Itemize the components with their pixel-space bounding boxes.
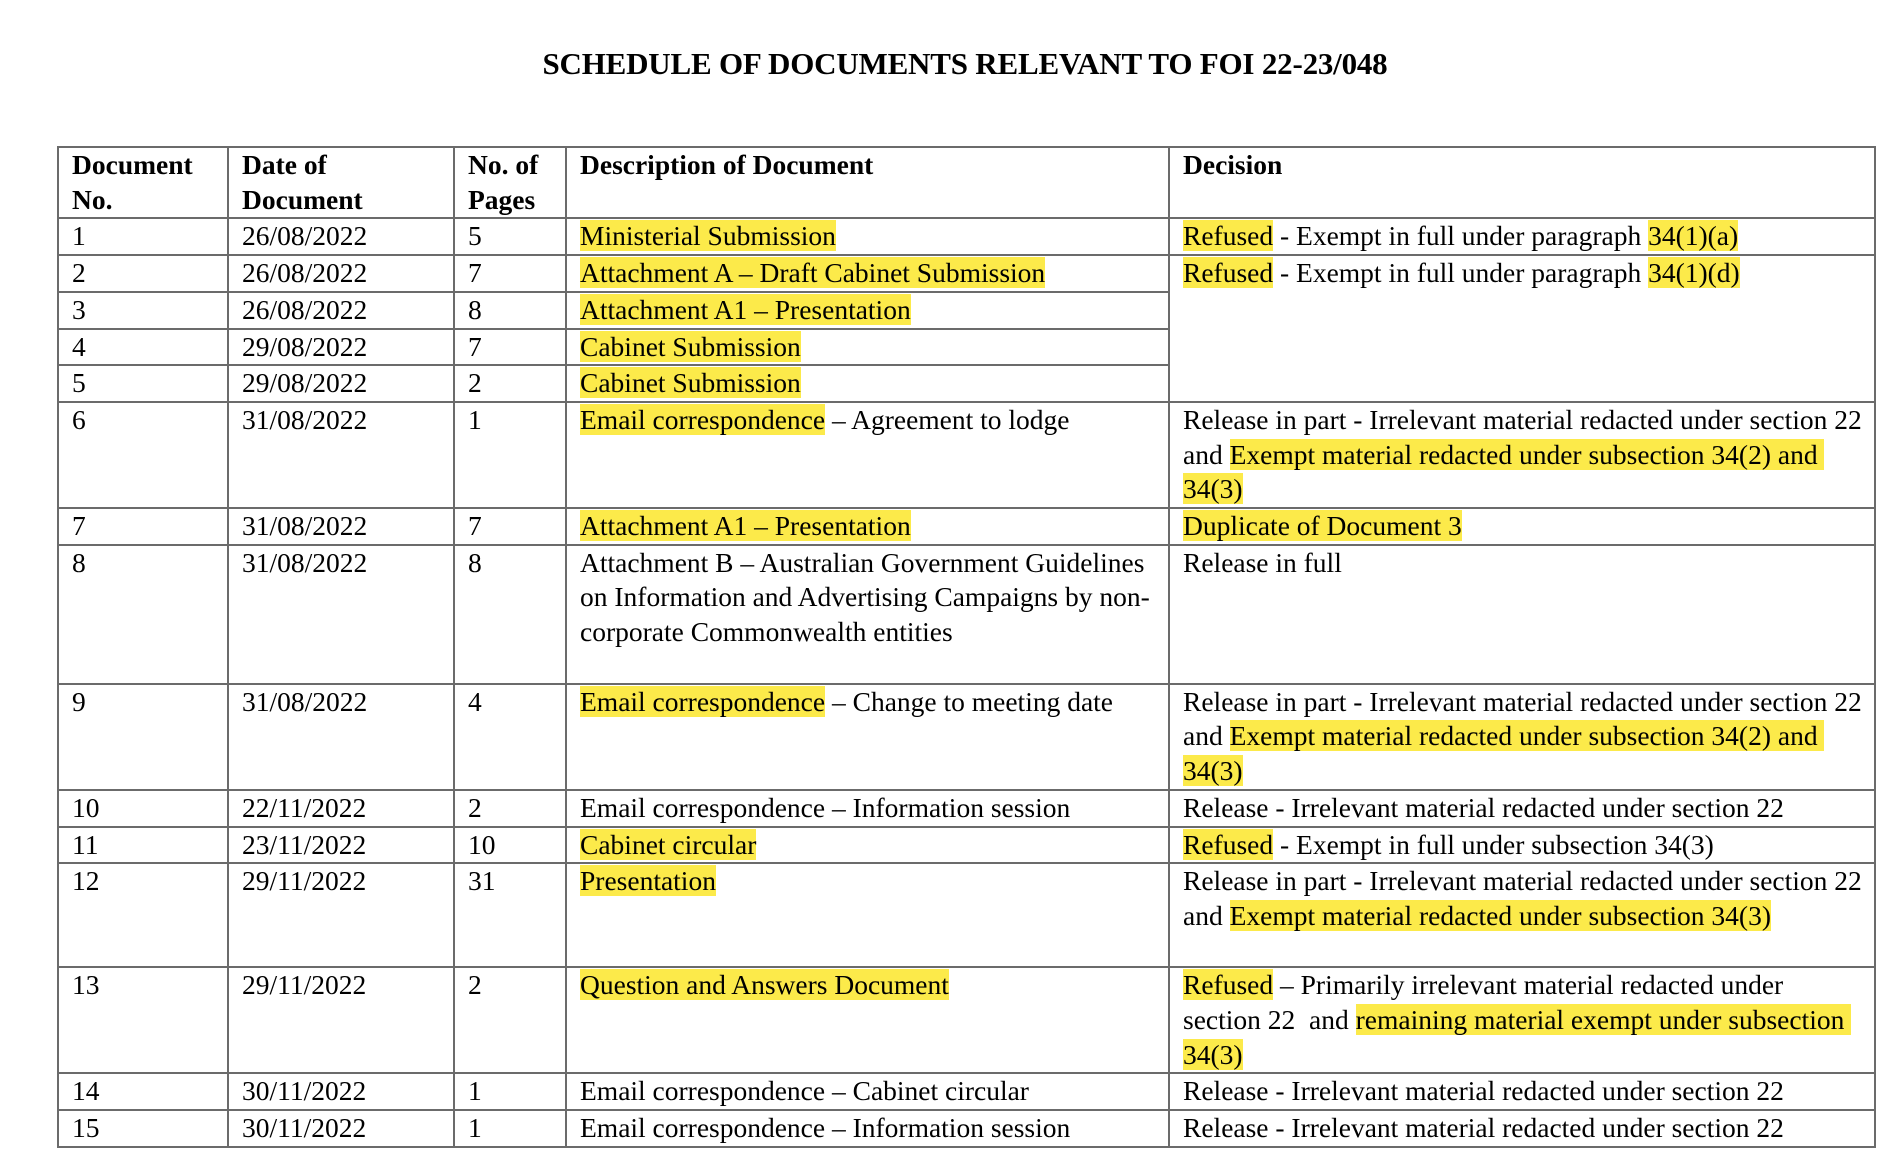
decision-cell: [1169, 790, 1875, 827]
description-cell: [566, 329, 1169, 366]
decision-cell: [1169, 827, 1875, 864]
decision-text: Release in part - Irrelevant material redacted under section 22 and: [1183, 403, 1869, 470]
decision-cell: [1169, 684, 1875, 790]
table-row: [58, 790, 1875, 827]
page-title: SCHEDULE OF DOCUMENTS RELEVANT TO FOI 22-23/048: [542, 46, 1388, 81]
highlighted-text: Cabinet Submission: [580, 330, 801, 362]
table-row: [58, 863, 1875, 967]
description-cell: [566, 1110, 1169, 1147]
decision-cell: [1169, 863, 1875, 967]
page-count-cell: 7: [454, 255, 566, 292]
document-date-cell: 29/11/2022: [228, 863, 454, 967]
page-count-cell: 8: [454, 292, 566, 329]
header-document-no: [58, 147, 228, 218]
description-cell: [566, 255, 1169, 292]
decision-text: Release in full: [1183, 546, 1342, 578]
highlighted-text: 34(1)(d): [1648, 257, 1740, 289]
document-number-cell: 12: [58, 863, 228, 967]
highlighted-text: Attachment A1 – Presentation: [580, 293, 911, 325]
document-date-cell: 30/11/2022: [228, 1110, 454, 1147]
highlighted-text: Refused: [1183, 828, 1274, 860]
decision-text: - Exempt in full under paragraph: [1273, 220, 1649, 252]
document-date-cell: 26/08/2022: [228, 292, 454, 329]
decision-cell: [1169, 1073, 1875, 1110]
document-number-cell: 9: [58, 684, 228, 790]
decision-cell: [1169, 402, 1875, 508]
document-date-cell: 26/08/2022: [228, 218, 454, 255]
document-number-cell: 10: [58, 790, 228, 827]
highlighted-text: Email correspondence: [580, 685, 826, 717]
document-date-cell: 31/08/2022: [228, 508, 454, 545]
highlighted-text: Question and Answers Document: [580, 969, 949, 1001]
highlighted-text: 34(1)(a): [1648, 220, 1739, 252]
decision-text: Release - Irrelevant material redacted under section 22: [1183, 1112, 1784, 1144]
decision-text: Release - Irrelevant material redacted under section 22: [1183, 791, 1784, 823]
header-line: Decision: [1183, 149, 1283, 180]
page-count-cell: 2: [454, 790, 566, 827]
highlighted-text: Presentation: [580, 865, 716, 897]
page-count-cell: 5: [454, 218, 566, 255]
highlighted-text: Exempt material redacted under subsection 34(3): [1229, 899, 1771, 931]
description-text: Email correspondence – Information session: [580, 791, 1071, 823]
page-count-cell: 8: [454, 545, 566, 684]
description-text: – Agreement to lodge: [825, 403, 1070, 435]
document-date-cell: 31/08/2022: [228, 402, 454, 508]
description-cell: [566, 292, 1169, 329]
document-date-cell: 31/08/2022: [228, 684, 454, 790]
header-description: [566, 147, 1169, 218]
document-number-cell: 7: [58, 508, 228, 545]
document-date-cell: 23/11/2022: [228, 827, 454, 864]
description-cell: [566, 508, 1169, 545]
decision-cell: [1169, 967, 1875, 1073]
document-number-cell: 2: [58, 255, 228, 292]
page-count-cell: 10: [454, 827, 566, 864]
header-line: Date of: [242, 149, 327, 180]
highlighted-text: Refused: [1183, 220, 1274, 252]
header-no-of-pages: [454, 147, 566, 218]
page-count-cell: 1: [454, 402, 566, 508]
page-count-cell: 1: [454, 1110, 566, 1147]
highlighted-text: Cabinet circular: [580, 828, 757, 860]
document-number-cell: 15: [58, 1110, 228, 1147]
table-row: [58, 218, 1875, 255]
document-number-cell: 8: [58, 545, 228, 684]
description-text: Email correspondence – Cabinet circular: [580, 1075, 1029, 1107]
decision-cell: [1169, 545, 1875, 684]
highlighted-text: Email correspondence: [580, 403, 826, 435]
page-count-cell: 2: [454, 967, 566, 1073]
page-count-cell: 4: [454, 684, 566, 790]
decision-cell: [1169, 508, 1875, 545]
document-number-cell: 11: [58, 827, 228, 864]
description-text: Email correspondence – Information session: [580, 1112, 1071, 1144]
header-decision: [1169, 147, 1875, 218]
table-row: [58, 967, 1875, 1073]
description-cell: [566, 827, 1169, 864]
page-count-cell: 7: [454, 508, 566, 545]
highlighted-text: Attachment A – Draft Cabinet Submission: [580, 257, 1046, 289]
page-count-cell: 7: [454, 329, 566, 366]
highlighted-text: Exempt material redacted under subsection 34(2) and 34(3): [1183, 720, 1825, 787]
table-header-row: [58, 147, 1875, 218]
document-number-cell: 5: [58, 365, 228, 402]
decision-cell: [1169, 255, 1875, 402]
document-number-cell: 1: [58, 218, 228, 255]
table-row: [58, 1110, 1875, 1147]
document-number-cell: 4: [58, 329, 228, 366]
table-body: [58, 218, 1875, 1146]
description-cell: [566, 218, 1169, 255]
decision-text: Release - Irrelevant material redacted under section 22: [1183, 1075, 1784, 1107]
header-line: No.: [72, 183, 113, 215]
description-cell: [566, 1073, 1169, 1110]
table-row: [58, 255, 1875, 292]
decision-text: Release in part - Irrelevant material redacted under section 22 and: [1183, 865, 1869, 931]
highlighted-text: Attachment A1 – Presentation: [580, 510, 911, 542]
description-cell: [566, 790, 1169, 827]
header-line: Document: [242, 183, 363, 215]
header-line: Document: [72, 149, 193, 180]
description-cell: [566, 545, 1169, 684]
decision-text: - Exempt in full under paragraph: [1273, 257, 1649, 289]
highlighted-text: Ministerial Submission: [580, 220, 836, 252]
description-cell: [566, 684, 1169, 790]
header-date-of-document: [228, 147, 454, 218]
page-count-cell: 1: [454, 1073, 566, 1110]
description-cell: [566, 967, 1169, 1073]
document-date-cell: 26/08/2022: [228, 255, 454, 292]
header-line: Description of Document: [580, 149, 874, 180]
page-count-cell: 31: [454, 863, 566, 967]
page-count-cell: 2: [454, 365, 566, 402]
header-line: Pages: [468, 183, 536, 215]
description-cell: [566, 863, 1169, 967]
decision-cell: [1169, 1110, 1875, 1147]
description-cell: [566, 402, 1169, 508]
table-row: [58, 1073, 1875, 1110]
document-date-cell: 29/08/2022: [228, 329, 454, 366]
document-date-cell: 29/08/2022: [228, 365, 454, 402]
document-number-cell: 13: [58, 967, 228, 1073]
highlighted-text: Exempt material redacted under subsection 34(2) and 34(3): [1183, 438, 1825, 505]
table-row: [58, 827, 1875, 864]
documents-schedule-table: [57, 146, 1876, 1148]
decision-cell: [1169, 218, 1875, 255]
table-row: [58, 402, 1875, 508]
decision-text: Release in part - Irrelevant material redacted under section 22 and: [1183, 685, 1869, 752]
highlighted-text: remaining material exempt under subsection 34(3): [1183, 1003, 1852, 1070]
description-text: Attachment B – Australian Government Guidelines on Information and Advertising Campaigns by non-corporate Commonwealth entities: [580, 546, 1150, 648]
table-row: [58, 545, 1875, 684]
document-date-cell: 22/11/2022: [228, 790, 454, 827]
document-date-cell: 29/11/2022: [228, 967, 454, 1073]
table-row: [58, 684, 1875, 790]
highlighted-text: Refused: [1183, 969, 1274, 1001]
highlighted-text: Cabinet Submission: [580, 367, 801, 399]
document-date-cell: 31/08/2022: [228, 545, 454, 684]
header-line: No. of: [468, 149, 539, 180]
document-number-cell: 3: [58, 292, 228, 329]
document-number-cell: 6: [58, 402, 228, 508]
description-cell: [566, 365, 1169, 402]
document-date-cell: 30/11/2022: [228, 1073, 454, 1110]
table-row: [58, 508, 1875, 545]
decision-text: – Primarily irrelevant material redacted under section 22 and: [1183, 969, 1791, 1035]
highlighted-text: Duplicate of Document 3: [1183, 510, 1462, 542]
document-number-cell: 14: [58, 1073, 228, 1110]
highlighted-text: Refused: [1183, 257, 1274, 289]
decision-text: - Exempt in full under subsection 34(3): [1273, 828, 1714, 860]
description-text: – Change to meeting date: [825, 685, 1114, 717]
